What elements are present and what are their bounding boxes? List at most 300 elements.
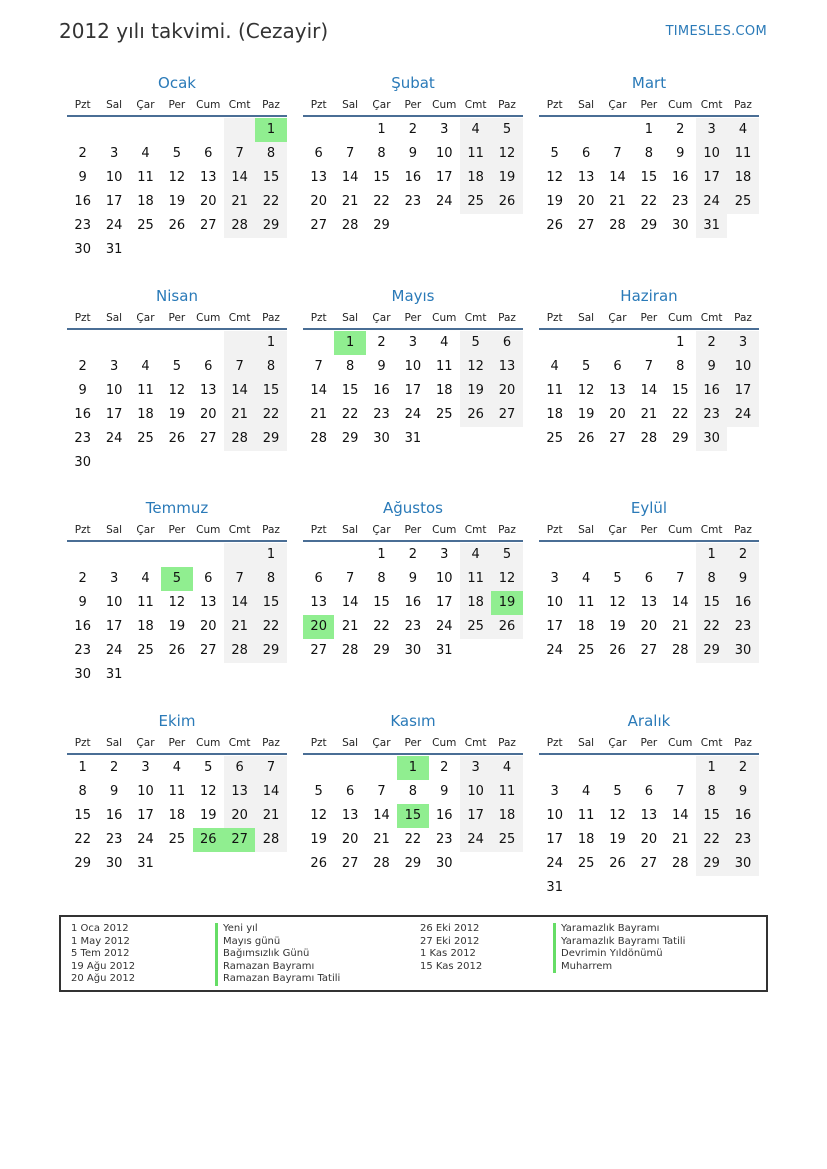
month-block bbox=[67, 285, 287, 498]
day-cell: 19 bbox=[577, 406, 595, 422]
day-cell: 22 bbox=[696, 615, 727, 639]
day-cell: 20 bbox=[224, 804, 255, 828]
empty-cell bbox=[130, 663, 161, 687]
weekday-label: Paz bbox=[262, 524, 280, 537]
day-cell: 22 bbox=[671, 406, 689, 422]
weekday-header bbox=[539, 307, 759, 330]
month-name: Kasım bbox=[390, 712, 436, 731]
day-cell: 18 bbox=[491, 804, 522, 828]
empty-cell bbox=[570, 118, 601, 142]
day-cell: 3 bbox=[460, 756, 491, 780]
empty-cell bbox=[633, 331, 664, 355]
day-cell: 16 bbox=[74, 194, 91, 209]
weekday-label: Pzt bbox=[74, 311, 91, 324]
empty-cell bbox=[130, 451, 161, 475]
weekday-label: Cmt bbox=[700, 99, 723, 111]
day-cell: 25 bbox=[460, 615, 491, 639]
day-cell: 24 bbox=[460, 828, 491, 852]
month-name: Ocak bbox=[158, 74, 196, 92]
day-cell: 2 bbox=[440, 760, 449, 776]
day-cell: 29 bbox=[255, 214, 286, 238]
day-cell: 23 bbox=[404, 619, 422, 635]
day-cell: 14 bbox=[224, 379, 255, 403]
weekday-label: Pzt bbox=[310, 99, 327, 111]
weekday-label: Pzt bbox=[74, 99, 91, 111]
day-cell: 13 bbox=[491, 355, 522, 379]
legend-holiday-name: Bağımsızlık Günü bbox=[215, 948, 340, 961]
day-cell: 19 bbox=[310, 832, 327, 848]
day-cell: 28 bbox=[609, 218, 626, 233]
day-cell: 2 bbox=[727, 543, 758, 567]
day-cell: 15 bbox=[696, 804, 727, 828]
empty-cell bbox=[98, 118, 129, 142]
empty-cell bbox=[429, 427, 460, 451]
day-grid bbox=[539, 756, 759, 900]
day-cell: 13 bbox=[224, 780, 255, 804]
day-cell: 27 bbox=[199, 218, 217, 233]
day-cell: 28 bbox=[310, 430, 327, 446]
weekday-label: Per bbox=[404, 737, 422, 750]
legend-holiday-name: Ramazan Bayramı Tatili bbox=[215, 973, 340, 986]
month-block bbox=[539, 710, 759, 923]
day-cell: 24 bbox=[546, 643, 563, 659]
legend-date: 1 May 2012 bbox=[71, 935, 130, 947]
day-cell: 15 bbox=[255, 166, 286, 190]
day-cell: 15 bbox=[373, 170, 390, 185]
day-cell: 20 bbox=[310, 194, 327, 209]
day-grid bbox=[67, 756, 287, 876]
legend-right-names bbox=[553, 923, 685, 973]
day-grid bbox=[303, 118, 523, 238]
empty-cell bbox=[539, 756, 570, 780]
month-name: Ekim bbox=[158, 712, 196, 731]
day-cell: 27 bbox=[491, 403, 522, 427]
day-cell: 14 bbox=[640, 382, 658, 398]
day-cell: 23 bbox=[105, 832, 123, 848]
empty-cell bbox=[334, 118, 365, 142]
weekday-label: Çar bbox=[372, 737, 391, 750]
day-cell: 14 bbox=[224, 166, 255, 190]
weekday-label: Sal bbox=[342, 311, 359, 324]
day-cell: 25 bbox=[168, 832, 186, 848]
day-cell: 7 bbox=[224, 142, 255, 166]
empty-cell bbox=[602, 543, 633, 567]
day-cell: 16 bbox=[74, 406, 91, 422]
day-cell: 9 bbox=[408, 571, 417, 587]
day-cell: 18 bbox=[137, 406, 154, 422]
day-cell: 23 bbox=[435, 832, 453, 848]
day-cell: 9 bbox=[727, 780, 758, 804]
empty-cell bbox=[193, 543, 224, 567]
day-cell: 18 bbox=[577, 619, 595, 635]
day-cell: 19 bbox=[168, 619, 186, 635]
day-cell: 15 bbox=[74, 808, 91, 824]
month-block bbox=[303, 710, 523, 923]
day-cell: 7 bbox=[345, 146, 355, 161]
weekday-label: Per bbox=[640, 99, 658, 111]
day-cell: 18 bbox=[546, 406, 563, 422]
weekday-label: Pzt bbox=[310, 524, 327, 537]
day-cell: 16 bbox=[373, 382, 390, 398]
day-cell: 30 bbox=[727, 852, 758, 876]
day-cell: 6 bbox=[204, 358, 213, 374]
weekday-label: Cum bbox=[668, 737, 693, 750]
day-cell: 9 bbox=[727, 567, 758, 591]
weekday-label: Çar bbox=[372, 524, 391, 537]
empty-cell bbox=[303, 331, 334, 355]
day-cell: 24 bbox=[105, 643, 123, 659]
month-block bbox=[303, 497, 523, 710]
weekday-label: Çar bbox=[136, 311, 155, 324]
day-cell: 21 bbox=[640, 406, 658, 422]
day-cell: 10 bbox=[460, 780, 491, 804]
weekday-label: Paz bbox=[498, 311, 516, 324]
day-cell: 24 bbox=[546, 856, 563, 872]
day-cell: 12 bbox=[310, 808, 327, 824]
legend-holiday-name: Muharrem bbox=[553, 961, 685, 974]
empty-cell bbox=[193, 331, 224, 355]
empty-cell bbox=[570, 331, 601, 355]
weekday-label: Cmt bbox=[700, 737, 723, 750]
day-cell: 26 bbox=[460, 403, 491, 427]
weekday-label: Pzt bbox=[74, 524, 91, 537]
day-cell: 19 bbox=[199, 808, 217, 824]
day-cell: 14 bbox=[341, 595, 359, 611]
day-cell: 15 bbox=[341, 382, 359, 398]
empty-cell bbox=[224, 852, 255, 876]
day-cell: 24 bbox=[435, 619, 453, 635]
legend-holiday-name: Yaramazlık Bayramı Tatili bbox=[553, 936, 685, 949]
empty-cell bbox=[665, 876, 696, 900]
weekday-label: Çar bbox=[372, 99, 391, 111]
weekday-label: Cmt bbox=[464, 99, 487, 111]
day-cell: 9 bbox=[440, 784, 449, 800]
day-cell: 23 bbox=[373, 406, 390, 422]
day-cell: 26 bbox=[609, 856, 626, 872]
weekday-label: Sal bbox=[578, 311, 595, 324]
day-cell: 29 bbox=[696, 852, 727, 876]
holiday-cell: 26 bbox=[193, 828, 224, 852]
day-cell: 3 bbox=[109, 146, 119, 161]
day-cell: 8 bbox=[255, 567, 286, 591]
day-cell: 18 bbox=[137, 619, 154, 635]
day-cell: 9 bbox=[78, 170, 87, 185]
day-cell: 4 bbox=[172, 760, 181, 776]
day-cell: 3 bbox=[550, 571, 559, 587]
day-cell: 30 bbox=[74, 667, 91, 683]
legend-holiday-name: Yeni yıl bbox=[215, 923, 340, 936]
day-cell: 30 bbox=[373, 430, 390, 446]
weekday-header bbox=[539, 732, 759, 755]
weekday-header bbox=[539, 94, 759, 117]
empty-cell bbox=[633, 543, 664, 567]
empty-cell bbox=[98, 451, 129, 475]
empty-cell bbox=[491, 214, 522, 238]
day-cell: 17 bbox=[727, 379, 758, 403]
day-cell: 27 bbox=[310, 643, 327, 659]
day-cell: 20 bbox=[341, 832, 359, 848]
day-cell: 17 bbox=[435, 170, 453, 185]
day-cell: 21 bbox=[341, 194, 359, 209]
day-cell: 17 bbox=[137, 808, 154, 824]
holiday-cell: 27 bbox=[224, 828, 255, 852]
day-grid bbox=[67, 118, 287, 262]
day-cell: 8 bbox=[345, 358, 355, 374]
day-cell: 11 bbox=[491, 780, 522, 804]
day-cell: 22 bbox=[74, 832, 91, 848]
day-cell: 17 bbox=[546, 619, 563, 635]
empty-cell bbox=[696, 876, 727, 900]
day-cell: 16 bbox=[727, 804, 758, 828]
day-cell: 4 bbox=[440, 334, 449, 350]
day-cell: 11 bbox=[137, 595, 154, 611]
weekday-label: Pzt bbox=[74, 737, 91, 750]
day-cell: 18 bbox=[727, 166, 758, 190]
weekday-header bbox=[67, 732, 287, 755]
day-cell: 4 bbox=[460, 543, 491, 567]
day-cell: 14 bbox=[255, 780, 286, 804]
day-cell: 6 bbox=[224, 756, 255, 780]
weekday-label: Pzt bbox=[546, 311, 563, 324]
day-cell: 19 bbox=[168, 194, 186, 209]
empty-cell bbox=[460, 214, 491, 238]
empty-cell bbox=[727, 876, 758, 900]
day-cell: 11 bbox=[168, 784, 186, 800]
day-cell: 17 bbox=[105, 406, 123, 422]
empty-cell bbox=[303, 756, 334, 780]
day-cell: 3 bbox=[727, 331, 758, 355]
day-cell: 13 bbox=[640, 595, 658, 611]
empty-cell bbox=[491, 427, 522, 451]
weekday-header bbox=[67, 307, 287, 330]
day-cell: 22 bbox=[373, 619, 390, 635]
day-cell: 27 bbox=[341, 856, 359, 872]
empty-cell bbox=[193, 451, 224, 475]
day-cell: 19 bbox=[491, 166, 522, 190]
day-cell: 21 bbox=[224, 403, 255, 427]
legend-holiday-name: Yaramazlık Bayramı bbox=[553, 923, 685, 936]
day-cell: 7 bbox=[377, 784, 386, 800]
weekday-label: Çar bbox=[608, 311, 627, 324]
empty-cell bbox=[224, 663, 255, 687]
day-cell: 10 bbox=[105, 382, 123, 398]
day-cell: 29 bbox=[373, 218, 390, 233]
day-cell: 15 bbox=[696, 591, 727, 615]
day-cell: 27 bbox=[640, 643, 658, 659]
day-cell: 28 bbox=[224, 427, 255, 451]
legend-date: 19 Ağu 2012 bbox=[71, 960, 136, 972]
day-cell: 3 bbox=[408, 334, 417, 350]
day-cell: 1 bbox=[696, 756, 727, 780]
day-cell: 15 bbox=[671, 382, 689, 398]
day-cell: 11 bbox=[137, 170, 154, 185]
day-cell: 31 bbox=[105, 667, 123, 683]
month-block bbox=[539, 285, 759, 498]
day-cell: 25 bbox=[727, 190, 758, 214]
month-block bbox=[67, 710, 287, 923]
day-cell: 31 bbox=[435, 643, 453, 659]
day-cell: 23 bbox=[74, 218, 91, 233]
day-cell: 11 bbox=[727, 142, 758, 166]
day-cell: 15 bbox=[640, 170, 658, 185]
day-cell: 11 bbox=[577, 808, 595, 824]
day-cell: 31 bbox=[105, 242, 123, 257]
day-cell: 10 bbox=[546, 595, 563, 611]
day-cell: 25 bbox=[546, 430, 563, 446]
day-cell: 2 bbox=[78, 146, 87, 161]
day-cell: 10 bbox=[727, 355, 758, 379]
empty-cell bbox=[130, 118, 161, 142]
weekday-label: Per bbox=[640, 311, 658, 324]
legend-date: 15 Kas 2012 bbox=[420, 960, 483, 972]
day-cell: 27 bbox=[609, 430, 626, 446]
holiday-legend bbox=[59, 915, 768, 992]
day-cell: 7 bbox=[676, 784, 685, 800]
day-cell: 23 bbox=[727, 615, 758, 639]
empty-cell bbox=[161, 118, 192, 142]
empty-cell bbox=[366, 756, 397, 780]
empty-cell bbox=[570, 756, 601, 780]
weekday-header bbox=[303, 94, 523, 117]
weekday-label: Paz bbox=[734, 311, 752, 324]
holiday-cell: 1 bbox=[397, 756, 428, 780]
weekday-label: Cmt bbox=[228, 99, 251, 111]
day-cell: 4 bbox=[460, 118, 491, 142]
day-cell: 20 bbox=[199, 619, 217, 635]
empty-cell bbox=[539, 331, 570, 355]
holiday-cell: 5 bbox=[161, 567, 192, 591]
day-cell: 17 bbox=[105, 194, 123, 209]
day-cell: 9 bbox=[696, 355, 727, 379]
day-cell: 6 bbox=[491, 331, 522, 355]
empty-cell bbox=[193, 663, 224, 687]
empty-cell bbox=[224, 451, 255, 475]
day-cell: 20 bbox=[640, 832, 658, 848]
empty-cell bbox=[161, 238, 192, 262]
day-cell: 1 bbox=[377, 547, 386, 563]
legend-date: 20 Ağu 2012 bbox=[71, 973, 136, 984]
day-cell: 5 bbox=[550, 146, 559, 161]
day-cell: 1 bbox=[255, 543, 286, 567]
empty-cell bbox=[460, 639, 491, 663]
day-cell: 26 bbox=[310, 856, 327, 872]
empty-cell bbox=[98, 331, 129, 355]
legend-holiday-name: Devrimin Yıldönümü bbox=[553, 948, 685, 961]
day-cell: 2 bbox=[78, 571, 87, 587]
day-cell: 12 bbox=[168, 595, 186, 611]
day-cell: 30 bbox=[671, 218, 689, 233]
legend-date: 5 Tem 2012 bbox=[71, 948, 130, 959]
weekday-label: Sal bbox=[106, 311, 123, 324]
day-cell: 3 bbox=[550, 784, 559, 800]
day-cell: 2 bbox=[727, 756, 758, 780]
empty-cell bbox=[193, 238, 224, 262]
month-name: Mart bbox=[631, 74, 667, 92]
day-cell: 11 bbox=[577, 595, 595, 611]
empty-cell bbox=[665, 543, 696, 567]
weekday-label: Cum bbox=[196, 737, 221, 750]
weekday-label: Pzt bbox=[310, 737, 327, 750]
month-block bbox=[303, 72, 523, 285]
day-grid bbox=[303, 331, 523, 451]
empty-cell bbox=[633, 756, 664, 780]
day-cell: 8 bbox=[408, 784, 417, 800]
day-cell: 29 bbox=[696, 639, 727, 663]
day-cell: 17 bbox=[696, 166, 727, 190]
empty-cell bbox=[397, 214, 428, 238]
empty-cell bbox=[255, 852, 286, 876]
day-cell: 1 bbox=[78, 760, 87, 776]
day-cell: 28 bbox=[640, 430, 658, 446]
weekday-label: Paz bbox=[734, 99, 752, 111]
empty-cell bbox=[67, 543, 98, 567]
brand-link[interactable]: TIMESLES.COM bbox=[665, 24, 767, 39]
day-cell: 12 bbox=[609, 595, 626, 611]
day-cell: 3 bbox=[440, 122, 449, 137]
day-cell: 4 bbox=[141, 358, 150, 374]
weekday-label: Cmt bbox=[700, 311, 723, 324]
empty-cell bbox=[303, 543, 334, 567]
day-cell: 12 bbox=[168, 170, 186, 185]
empty-cell bbox=[224, 238, 255, 262]
day-cell: 10 bbox=[435, 571, 453, 587]
day-cell: 31 bbox=[696, 214, 727, 238]
day-cell: 20 bbox=[199, 194, 217, 209]
weekday-label: Pzt bbox=[546, 737, 563, 750]
empty-cell bbox=[130, 238, 161, 262]
day-cell: 24 bbox=[727, 403, 758, 427]
weekday-label: Sal bbox=[578, 99, 595, 111]
day-cell: 24 bbox=[435, 194, 453, 209]
day-cell: 14 bbox=[224, 591, 255, 615]
day-cell: 16 bbox=[696, 379, 727, 403]
day-cell: 29 bbox=[373, 643, 390, 659]
weekday-label: Çar bbox=[608, 737, 627, 750]
day-cell: 22 bbox=[696, 828, 727, 852]
day-cell: 22 bbox=[255, 615, 286, 639]
weekday-label: Cmt bbox=[464, 524, 487, 537]
weekday-label: Çar bbox=[136, 99, 155, 111]
weekday-label: Sal bbox=[106, 99, 123, 111]
day-cell: 4 bbox=[141, 571, 150, 587]
day-cell: 25 bbox=[460, 190, 491, 214]
day-cell: 19 bbox=[460, 379, 491, 403]
day-cell: 14 bbox=[671, 595, 689, 611]
day-cell: 9 bbox=[408, 146, 417, 161]
empty-cell bbox=[633, 876, 664, 900]
weekday-label: Paz bbox=[262, 99, 280, 111]
empty-cell bbox=[602, 118, 633, 142]
day-cell: 14 bbox=[310, 382, 327, 398]
day-cell: 9 bbox=[676, 146, 685, 161]
day-cell: 24 bbox=[105, 218, 123, 233]
legend-date: 1 Oca 2012 bbox=[71, 923, 129, 934]
empty-cell bbox=[727, 427, 758, 451]
weekday-label: Per bbox=[168, 311, 186, 324]
weekday-label: Cmt bbox=[464, 737, 487, 750]
day-cell: 1 bbox=[644, 122, 653, 137]
day-grid bbox=[539, 543, 759, 663]
day-cell: 17 bbox=[435, 595, 453, 611]
day-cell: 13 bbox=[199, 170, 217, 185]
day-cell: 19 bbox=[546, 194, 563, 209]
day-cell: 6 bbox=[204, 146, 213, 161]
day-cell: 8 bbox=[696, 567, 727, 591]
empty-cell bbox=[570, 543, 601, 567]
day-cell: 8 bbox=[255, 142, 286, 166]
day-cell: 28 bbox=[224, 214, 255, 238]
day-cell: 28 bbox=[671, 643, 689, 659]
